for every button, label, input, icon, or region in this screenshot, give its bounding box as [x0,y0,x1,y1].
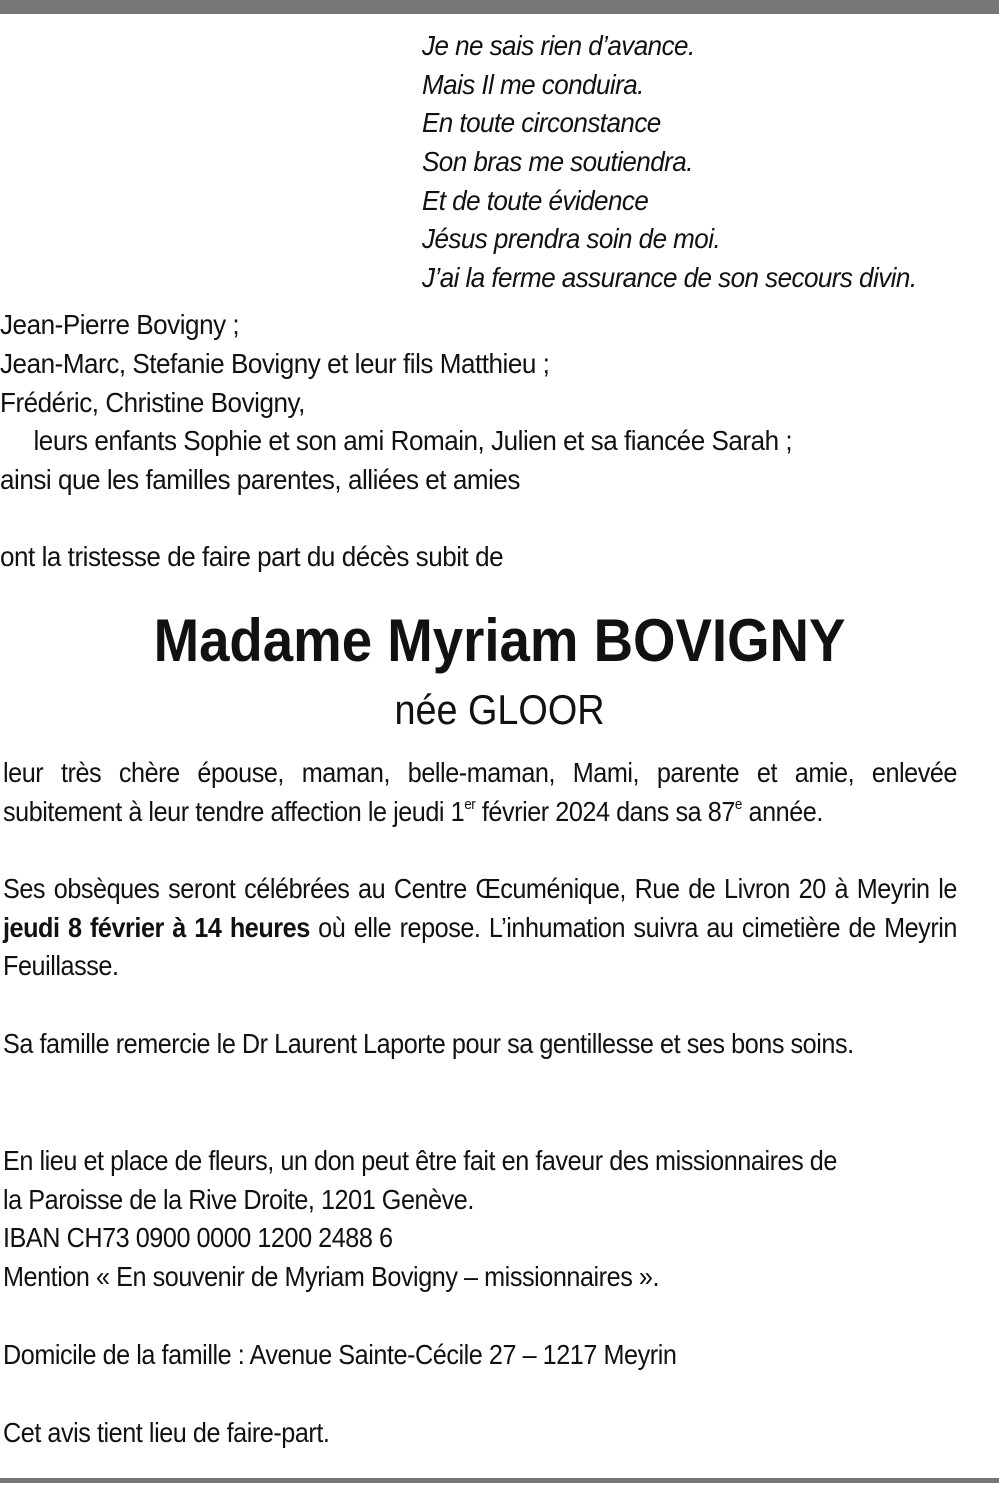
tribute-text: leur très chère épouse, maman, belle-maman, Mami, parente et amie, enlevée subitement à leur tendre affection le jeudi 1 [3,757,957,827]
funeral-paragraph [3,870,957,986]
poem-line: Son bras me soutiendra. [422,146,693,178]
poem-line: J’ai la ferme assurance de son secours divin. [422,262,917,294]
announcement: ont la tristesse de faire part du décès subit de [0,541,504,572]
closing-text: Cet avis tient lieu de faire-part. [3,1417,330,1448]
poem-line: Mais Il me conduira. [422,68,644,100]
bottom-rule [0,1478,999,1483]
iban: IBAN CH73 0900 0000 1200 2488 6 [3,1222,393,1254]
domicile [3,1336,957,1375]
donation-mention: Mention « En souvenir de Myriam Bovigny – missionnaires ». [3,1261,660,1293]
poem-line: En toute circonstance [422,107,661,139]
thanks-paragraph: Sa famille remercie le Dr Laurent Laporte pour sa gentillesse et ses bons soins. [3,1028,854,1059]
tribute-paragraph [3,754,957,831]
poem-line: Je ne sais rien d’avance. [422,30,695,61]
poem-line: Jésus prendra soin de moi. [422,223,721,255]
maiden-name: née GLOOR [394,686,605,733]
family-line: ainsi que les familles parentes, alliées et amies [0,464,520,496]
family-line: Jean-Pierre Bovigny ; [0,309,240,340]
funeral-date: jeudi 8 février à 14 heures [3,911,310,943]
tribute-text: février 2024 dans sa 87 [475,795,735,827]
family-list [0,306,792,500]
deceased-name: Madame Myriam BOVIGNY [153,607,846,674]
donation-line: En lieu et place de fleurs, un don peut être fait en faveur des missionnaires de [3,1145,837,1176]
donation-block [3,1142,957,1297]
family-line: Frédéric, Christine Bovigny, [0,386,305,418]
domicile-text: Domicile de la famille : Avenue Sainte-Cécile 27 – 1217 Meyrin [3,1339,677,1370]
top-rule [0,0,999,14]
closing [3,1414,957,1453]
donation-line: la Paroisse de la Rive Droite, 1201 Genève. [3,1183,474,1215]
family-line: leurs enfants Sophie et son ami Romain, Julien et sa fiancée Sarah ; [33,425,793,457]
tribute-text: année. [741,795,823,827]
tribute-ordinal: er [464,795,476,813]
funeral-text: où elle repose. L’inhumation suivra au cimetière de Meyrin Feuillasse. [3,911,957,982]
funeral-text: Ses obsèques seront célébrées au Centre Œcuménique, Rue de Livron 20 à Meyrin le [3,873,957,904]
poem-line: Et de toute évidence [422,184,649,216]
tribute-ordinal: e [734,795,742,813]
family-line: Jean-Marc, Stefanie Bovigny et leur fils Matthieu ; [0,347,550,379]
poem-verse [422,27,916,298]
